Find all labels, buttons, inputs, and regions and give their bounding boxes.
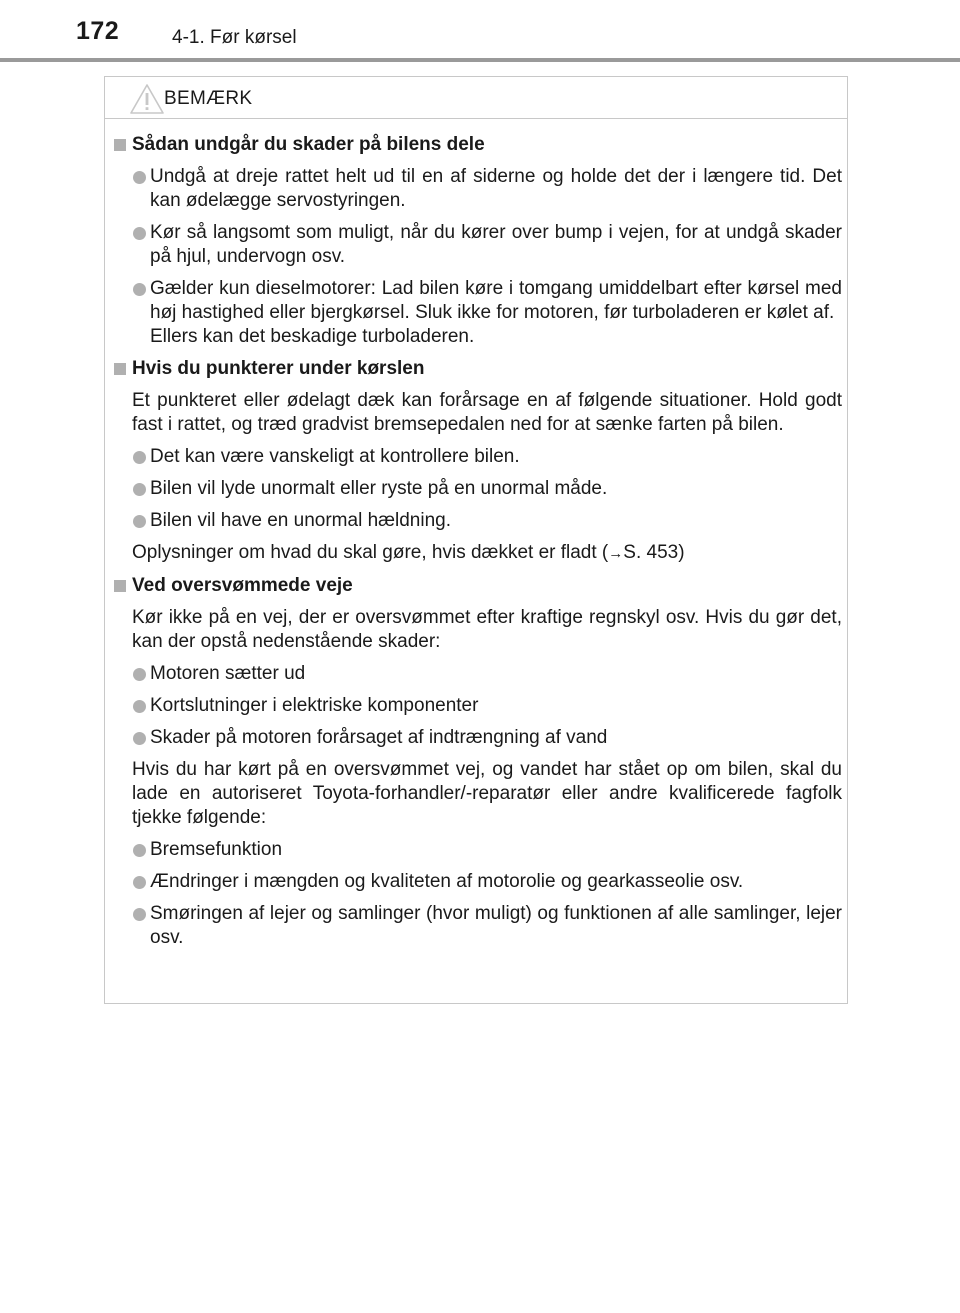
round-bullet-icon <box>133 171 146 184</box>
round-bullet-icon <box>133 700 146 713</box>
notice-box <box>104 76 848 1004</box>
paragraph: Kør ikke på en vej, der er oversvømmet efter kraftige regnskyl osv. Hvis du gør det, kan der opstå nedenstående skader: <box>132 607 842 652</box>
section-heading: Sådan undgår du skader på bilens dele <box>112 133 842 157</box>
paragraph: Et punkteret eller ødelagt dæk kan forårsage en af følgende situationer. Hold godt fast i rattet, og træd gradvist bremsepedalen ned for at sænke farten på bilen. <box>132 390 842 435</box>
section-heading: Hvis du punkterer under kørslen <box>112 357 842 381</box>
list-item: Bremsefunktion <box>112 838 842 862</box>
list-item: Undgå at dreje rattet helt ud til en af siderne og holde det der i længere tid. Det kan ødelægge servostyringen. <box>112 165 842 213</box>
arrow-right-icon: → <box>608 545 624 562</box>
round-bullet-icon <box>133 283 146 296</box>
list-item: Ændringer i mængden og kvaliteten af motorolie og gearkasseolie osv. <box>112 870 842 894</box>
notice-label: BEMÆRK <box>164 88 253 109</box>
list-item: Kør så langsomt som muligt, når du kører over bump i vejen, for at undgå skader på hjul, undervogn osv. <box>112 221 842 269</box>
section-heading: Ved oversvømmede veje <box>112 574 842 598</box>
section-title: 4-1. Før kørsel <box>172 27 297 48</box>
round-bullet-icon <box>133 876 146 889</box>
header-rule <box>0 58 960 62</box>
paragraph: Hvis du har kørt på en oversvømmet vej, og vandet har stået op om bilen, skal du lade en autoriseret Toyota-forhandler/-reparatør eller andre kvalificerede fagfolk tjekke følgende: <box>132 759 842 828</box>
page-reference: S. 453) <box>623 542 685 563</box>
round-bullet-icon <box>133 844 146 857</box>
page-number: 172 <box>76 17 120 45</box>
paragraph: Oplysninger om hvad du skal gøre, hvis dækket er fladt (→S. 453) <box>132 542 685 563</box>
list-item: Det kan være vanskeligt at kontrollere bilen. <box>112 445 842 469</box>
round-bullet-icon <box>133 908 146 921</box>
warning-triangle-icon <box>129 83 165 115</box>
list-item: Motoren sætter ud <box>112 662 842 686</box>
page-header <box>0 0 960 62</box>
square-bullet-icon <box>114 363 126 375</box>
round-bullet-icon <box>133 483 146 496</box>
round-bullet-icon <box>133 515 146 528</box>
list-item: Smøringen af lejer og samlinger (hvor muligt) og funktionen af alle samlinger, lejer osv. <box>112 902 842 950</box>
list-item: Bilen vil lyde unormalt eller ryste på en unormal måde. <box>112 477 842 501</box>
round-bullet-icon <box>133 451 146 464</box>
square-bullet-icon <box>114 580 126 592</box>
notice-content <box>112 133 842 958</box>
round-bullet-icon <box>133 732 146 745</box>
list-item: Bilen vil have en unormal hældning. <box>112 509 842 533</box>
list-item: Skader på motoren forårsaget af indtrængning af vand <box>112 726 842 750</box>
list-item: Gælder kun dieselmotorer: Lad bilen køre i tomgang umiddelbart efter kørsel med høj hastighed eller bjergkørsel. Sluk ikke for motoren, før turboladeren er kølet af. Ellers kan det beskadige turboladeren. <box>112 277 842 349</box>
notice-header <box>105 77 847 119</box>
list-item: Kortslutninger i elektriske komponenter <box>112 694 842 718</box>
round-bullet-icon <box>133 668 146 681</box>
round-bullet-icon <box>133 227 146 240</box>
square-bullet-icon <box>114 139 126 151</box>
